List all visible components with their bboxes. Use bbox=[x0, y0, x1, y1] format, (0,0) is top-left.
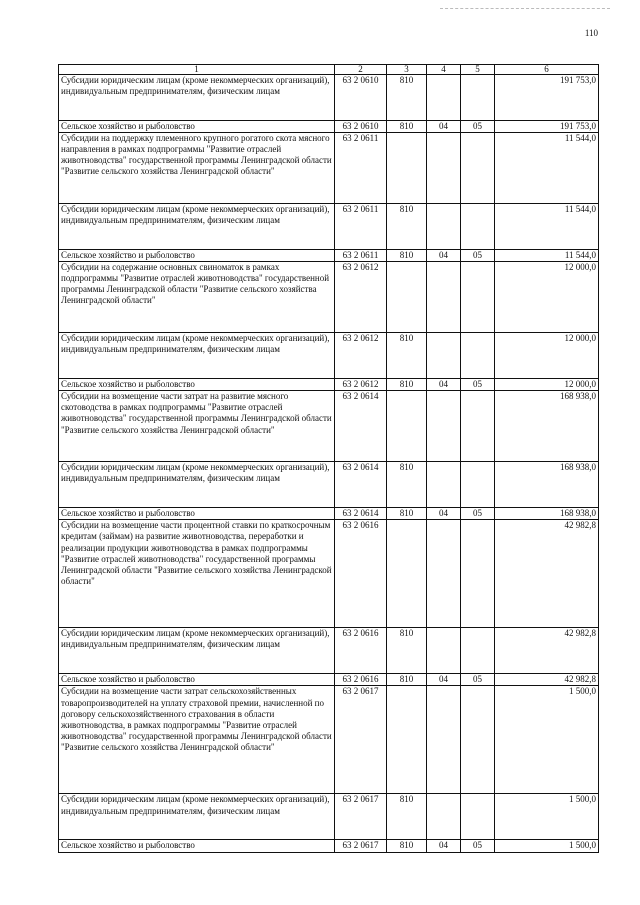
row-code-cell: 63 2 0617 bbox=[335, 840, 387, 852]
row-code-cell: 63 2 0616 bbox=[335, 628, 387, 674]
row-pr-cell bbox=[461, 75, 495, 121]
table-row bbox=[59, 462, 599, 508]
row-vr-cell: 810 bbox=[387, 508, 427, 520]
header-cell: 6 bbox=[495, 65, 599, 75]
row-rz-cell: 04 bbox=[427, 121, 461, 133]
row-vr-cell: 810 bbox=[387, 840, 427, 852]
row-vr-cell bbox=[387, 686, 427, 794]
header-cell: 2 bbox=[335, 65, 387, 75]
row-sum-cell: 1 500,0 bbox=[495, 840, 599, 852]
header-cell: 3 bbox=[387, 65, 427, 75]
budget-table bbox=[58, 64, 599, 853]
row-rz-cell: 04 bbox=[427, 674, 461, 686]
row-name-cell: Субсидии на содержание основных свиноматок в рамках подпрограммы "Развитие отраслей животноводства" государственной программы Ленинградской области "Развитие сельского хозяйства Ленинградской области" bbox=[59, 262, 335, 333]
row-rz-cell bbox=[427, 262, 461, 333]
row-vr-cell: 810 bbox=[387, 674, 427, 686]
row-name-cell: Субсидии на возмещение части затрат на развитие мясного скотоводства в рамках подпрограммы "Развитие отраслей животноводства" государственной программы Ленинградской области "Развитие сельского хозяйства Ленинградской области" bbox=[59, 391, 335, 462]
row-name-cell: Сельское хозяйство и рыболовство bbox=[59, 250, 335, 262]
row-pr-cell bbox=[461, 686, 495, 794]
row-name-cell: Субсидии юридическим лицам (кроме некоммерческих организаций), индивидуальным предпринимателям, физическим лицам bbox=[59, 75, 335, 121]
row-name-cell: Субсидии юридическим лицам (кроме некоммерческих организаций), индивидуальным предпринимателям, физическим лицам bbox=[59, 204, 335, 250]
row-pr-cell bbox=[461, 520, 495, 628]
row-vr-cell: 810 bbox=[387, 75, 427, 121]
row-vr-cell: 810 bbox=[387, 379, 427, 391]
row-vr-cell: 810 bbox=[387, 121, 427, 133]
table-row bbox=[59, 333, 599, 379]
row-sum-cell: 42 982,8 bbox=[495, 628, 599, 674]
row-pr-cell bbox=[461, 133, 495, 204]
row-sum-cell: 191 753,0 bbox=[495, 121, 599, 133]
row-rz-cell bbox=[427, 75, 461, 121]
row-code-cell: 63 2 0617 bbox=[335, 686, 387, 794]
row-code-cell: 63 2 0614 bbox=[335, 462, 387, 508]
row-name-cell: Сельское хозяйство и рыболовство bbox=[59, 508, 335, 520]
row-sum-cell: 1 500,0 bbox=[495, 794, 599, 840]
row-name-cell: Сельское хозяйство и рыболовство bbox=[59, 121, 335, 133]
row-rz-cell: 04 bbox=[427, 840, 461, 852]
table-row bbox=[59, 121, 599, 133]
row-code-cell: 63 2 0611 bbox=[335, 250, 387, 262]
row-code-cell: 63 2 0611 bbox=[335, 133, 387, 204]
row-sum-cell: 168 938,0 bbox=[495, 462, 599, 508]
table-row bbox=[59, 628, 599, 674]
row-pr-cell: 05 bbox=[461, 121, 495, 133]
row-pr-cell: 05 bbox=[461, 250, 495, 262]
row-pr-cell bbox=[461, 262, 495, 333]
table-row bbox=[59, 674, 599, 686]
row-vr-cell: 810 bbox=[387, 794, 427, 840]
row-sum-cell: 168 938,0 bbox=[495, 508, 599, 520]
row-name-cell: Субсидии юридическим лицам (кроме некоммерческих организаций), индивидуальным предпринимателям, физическим лицам bbox=[59, 628, 335, 674]
row-vr-cell bbox=[387, 133, 427, 204]
scan-edge-line bbox=[440, 8, 610, 9]
row-vr-cell: 810 bbox=[387, 333, 427, 379]
row-vr-cell bbox=[387, 262, 427, 333]
table-row bbox=[59, 794, 599, 840]
row-sum-cell: 12 000,0 bbox=[495, 262, 599, 333]
row-rz-cell bbox=[427, 628, 461, 674]
row-sum-cell: 11 544,0 bbox=[495, 204, 599, 250]
row-code-cell: 63 2 0617 bbox=[335, 794, 387, 840]
table-row bbox=[59, 75, 599, 121]
table-row bbox=[59, 204, 599, 250]
table-header-row bbox=[59, 65, 599, 75]
row-name-cell: Сельское хозяйство и рыболовство bbox=[59, 674, 335, 686]
row-rz-cell bbox=[427, 794, 461, 840]
row-pr-cell bbox=[461, 628, 495, 674]
row-name-cell: Субсидии на поддержку племенного крупного рогатого скота мясного направления в рамках подпрограммы "Развитие отраслей животноводства" государственной программы Ленинградской области "Развитие сельского хозяйства Ленинградской области" bbox=[59, 133, 335, 204]
table-row bbox=[59, 379, 599, 391]
row-sum-cell: 11 544,0 bbox=[495, 133, 599, 204]
row-pr-cell: 05 bbox=[461, 379, 495, 391]
table-row bbox=[59, 133, 599, 204]
header-cell: 4 bbox=[427, 65, 461, 75]
row-pr-cell bbox=[461, 462, 495, 508]
row-sum-cell: 42 982,8 bbox=[495, 674, 599, 686]
row-name-cell: Субсидии юридическим лицам (кроме некоммерческих организаций), индивидуальным предпринимателям, физическим лицам bbox=[59, 462, 335, 508]
table-row bbox=[59, 686, 599, 794]
row-name-cell: Субсидии юридическим лицам (кроме некоммерческих организаций), индивидуальным предпринимателям, физическим лицам bbox=[59, 794, 335, 840]
row-rz-cell bbox=[427, 133, 461, 204]
row-code-cell: 63 2 0612 bbox=[335, 262, 387, 333]
row-code-cell: 63 2 0612 bbox=[335, 333, 387, 379]
row-name-cell: Субсидии юридическим лицам (кроме некоммерческих организаций), индивидуальным предпринимателям, физическим лицам bbox=[59, 333, 335, 379]
row-code-cell: 63 2 0612 bbox=[335, 379, 387, 391]
row-pr-cell: 05 bbox=[461, 674, 495, 686]
row-vr-cell: 810 bbox=[387, 628, 427, 674]
row-vr-cell bbox=[387, 391, 427, 462]
row-name-cell: Субсидии на возмещение части процентной ставки по краткосрочным кредитам (займам) на развитие животноводства, переработки и реализации продукции животноводства в рамках подпрограммы "Развитие отраслей животноводства" государственной программы Ленинградской области "Развитие сельского хозяйства Ленинградской области" bbox=[59, 520, 335, 628]
row-vr-cell: 810 bbox=[387, 250, 427, 262]
row-vr-cell: 810 bbox=[387, 204, 427, 250]
row-pr-cell bbox=[461, 794, 495, 840]
row-code-cell: 63 2 0616 bbox=[335, 674, 387, 686]
row-sum-cell: 1 500,0 bbox=[495, 686, 599, 794]
row-name-cell: Сельское хозяйство и рыболовство bbox=[59, 840, 335, 852]
page-number: 110 bbox=[584, 28, 598, 38]
header-cell: 5 bbox=[461, 65, 495, 75]
row-rz-cell bbox=[427, 520, 461, 628]
row-vr-cell bbox=[387, 520, 427, 628]
row-rz-cell bbox=[427, 686, 461, 794]
row-name-cell: Сельское хозяйство и рыболовство bbox=[59, 379, 335, 391]
row-rz-cell bbox=[427, 462, 461, 508]
row-code-cell: 63 2 0610 bbox=[335, 75, 387, 121]
table-row bbox=[59, 508, 599, 520]
row-rz-cell: 04 bbox=[427, 250, 461, 262]
row-sum-cell: 191 753,0 bbox=[495, 75, 599, 121]
row-rz-cell: 04 bbox=[427, 508, 461, 520]
table-row bbox=[59, 520, 599, 628]
table-row bbox=[59, 391, 599, 462]
header-cell: 1 bbox=[59, 65, 335, 75]
row-code-cell: 63 2 0611 bbox=[335, 204, 387, 250]
row-code-cell: 63 2 0616 bbox=[335, 520, 387, 628]
row-sum-cell: 168 938,0 bbox=[495, 391, 599, 462]
row-pr-cell bbox=[461, 204, 495, 250]
row-pr-cell bbox=[461, 333, 495, 379]
row-sum-cell: 12 000,0 bbox=[495, 379, 599, 391]
row-name-cell: Субсидии на возмещение части затрат сельскохозяйственных товаропроизводителей на уплату страховой премии, начисленной по договору сельскохозяйственного страхования в области животноводства, в рамках подпрограммы "Развитие отраслей животноводства" государственной программы Ленинградской области "Развитие сельского хозяйства Ленинградской области" bbox=[59, 686, 335, 794]
row-rz-cell: 04 bbox=[427, 379, 461, 391]
row-sum-cell: 12 000,0 bbox=[495, 333, 599, 379]
table-row bbox=[59, 262, 599, 333]
row-code-cell: 63 2 0610 bbox=[335, 121, 387, 133]
row-vr-cell: 810 bbox=[387, 462, 427, 508]
row-pr-cell: 05 bbox=[461, 840, 495, 852]
row-code-cell: 63 2 0614 bbox=[335, 391, 387, 462]
row-pr-cell bbox=[461, 391, 495, 462]
row-rz-cell bbox=[427, 204, 461, 250]
row-sum-cell: 42 982,8 bbox=[495, 520, 599, 628]
row-rz-cell bbox=[427, 391, 461, 462]
row-sum-cell: 11 544,0 bbox=[495, 250, 599, 262]
table-row bbox=[59, 840, 599, 852]
row-pr-cell: 05 bbox=[461, 508, 495, 520]
row-code-cell: 63 2 0614 bbox=[335, 508, 387, 520]
table-row bbox=[59, 250, 599, 262]
row-rz-cell bbox=[427, 333, 461, 379]
